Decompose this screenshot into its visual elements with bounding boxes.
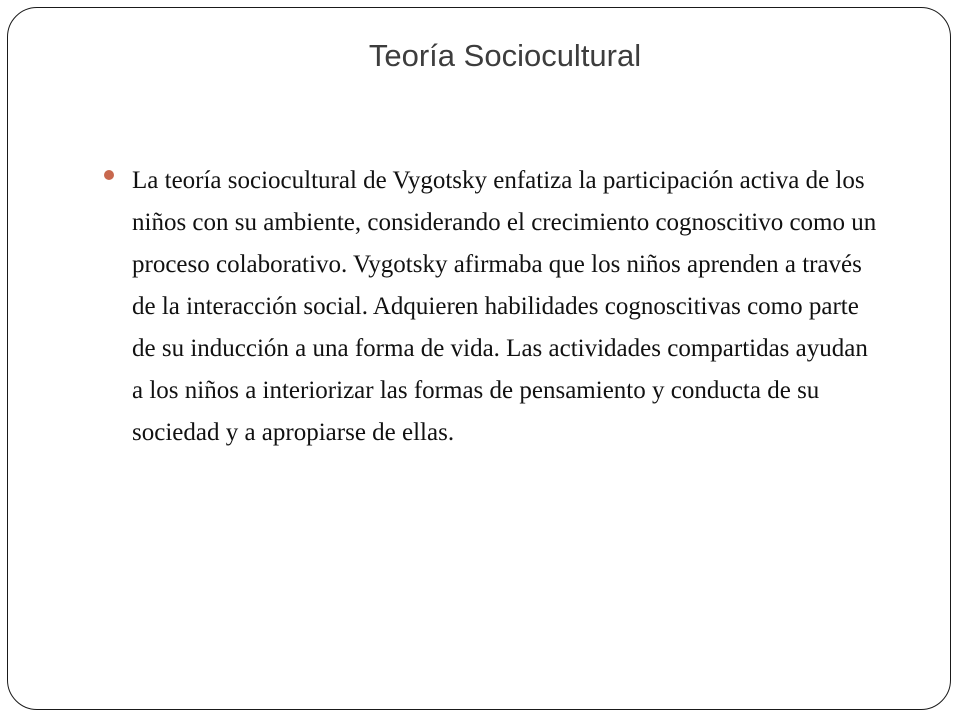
bullet-dot-icon — [104, 170, 114, 180]
slide-title: Teoría Sociocultural — [368, 38, 642, 73]
bullet-text: La teoría sociocultural de Vygotsky enfatiza la participación activa de los niños con su ambiente, considerando el crecimiento cognoscitivo como un proceso colaborativo. Vygotsky afirmaba que los niños aprenden a través de la interacción social. Adquieren habilidades cognoscitivas como parte de su inducción a una forma de vida. Las actividades compartidas ayudan a los niños a interiorizar las formas de pensamiento y conducta de su sociedad y a apropiarse de ellas. — [132, 167, 877, 446]
